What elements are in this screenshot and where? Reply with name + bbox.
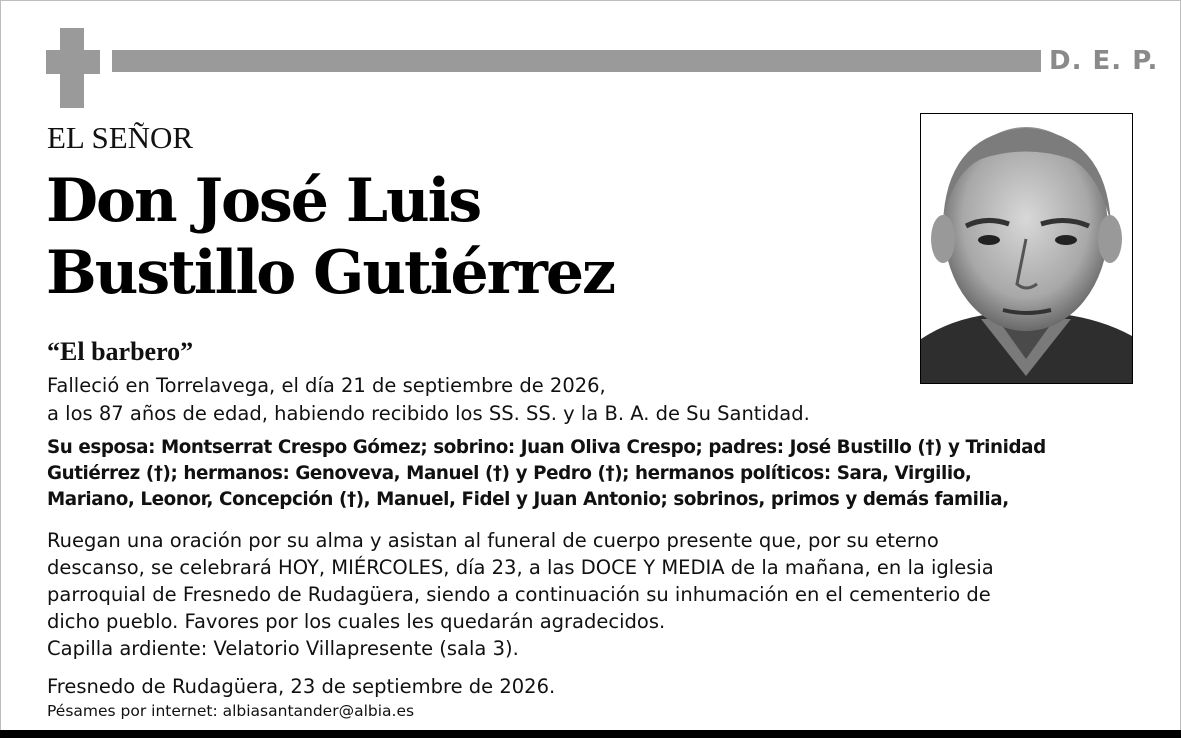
funeral-details: [47, 527, 1147, 662]
chapel-line: Capilla ardiente: Velatorio Villapresente (sala 3).: [47, 637, 519, 660]
name-line-2: Bustillo Gutiérrez: [46, 238, 615, 308]
death-notice-line: a los 87 años de edad, habiendo recibido los SS. SS. y la B. A. de Su Santidad.: [47, 402, 810, 425]
condolences-internet: Pésames por internet: albiasantander@albia.es: [47, 702, 415, 720]
place-date: Fresnedo de Rudagüera, 23 de septiembre de 2026.: [47, 675, 556, 698]
funeral-line: Ruegan una oración por su alma y asistan al funeral de cuerpo presente que, por su eterno: [47, 529, 939, 552]
bottom-rule: [0, 730, 1181, 738]
family-line: Mariano, Leonor, Concepción (†), Manuel, Fidel y Juan Antonio; sobrinos, primos y demás familia,: [47, 489, 1009, 510]
name-line-1: Don José Luis: [46, 166, 481, 236]
death-notice: [47, 372, 1127, 428]
deceased-name: [46, 165, 906, 309]
honorific-label: EL SEÑOR: [47, 120, 194, 155]
funeral-line: dicho pueblo. Favores por los cuales les quedarán agradecidos.: [47, 610, 666, 633]
funeral-line: parroquial de Fresnedo de Rudagüera, siendo a continuación su inhumación en el cementerio de: [47, 583, 991, 606]
header-bar: [112, 50, 1041, 72]
nickname: “El barbero”: [47, 337, 194, 366]
family-list: [47, 435, 1157, 513]
funeral-line: descanso, se celebrará HOY, MIÉRCOLES, día 23, a las DOCE Y MEDIA de la mañana, en la iglesia: [47, 556, 994, 579]
dep-label: D. E. P.: [1049, 46, 1159, 76]
family-line: Gutiérrez (†); hermanos: Genoveva, Manuel (†) y Pedro (†); hermanos políticos: Sara, Virgilio,: [47, 463, 972, 484]
cross-icon: [46, 28, 100, 108]
family-line: Su esposa: Montserrat Crespo Gómez; sobrino: Juan Oliva Crespo; padres: José Bustillo (†) y Trinidad: [47, 437, 1046, 458]
portrait-photo: [920, 113, 1133, 384]
death-notice-line: Falleció en Torrelavega, el día 21 de septiembre de 2026,: [47, 374, 606, 397]
